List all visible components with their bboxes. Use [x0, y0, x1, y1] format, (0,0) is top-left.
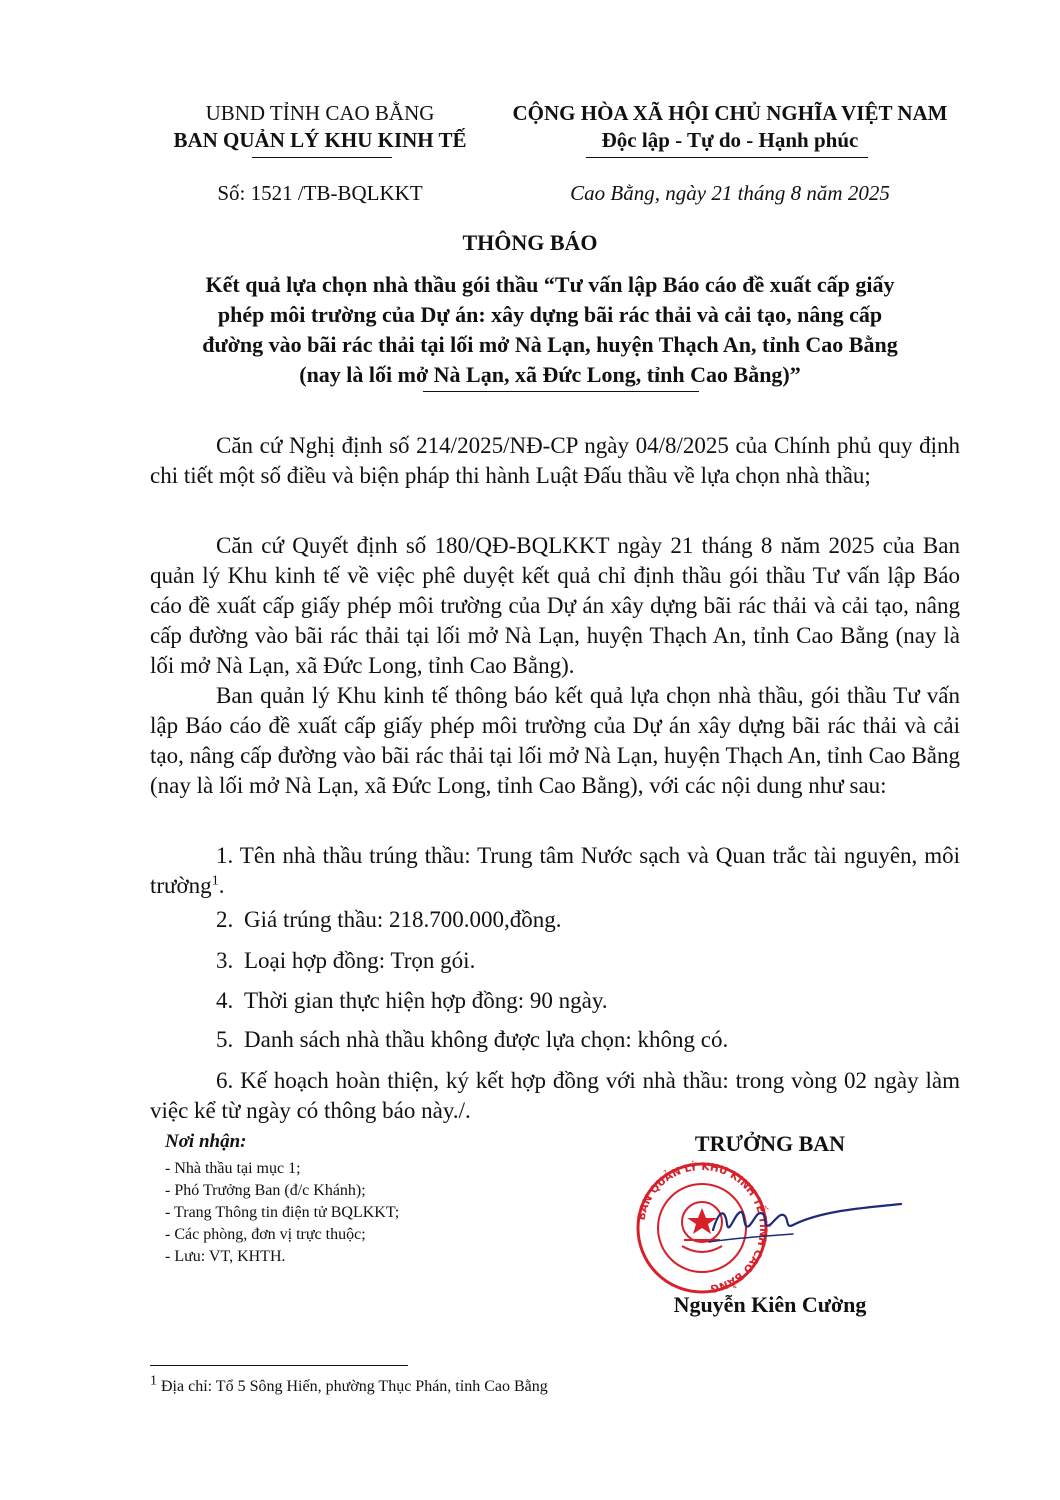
- recipient-item: - Phó Trưởng Ban (đ/c Khánh);: [165, 1182, 366, 1199]
- footnote-ref: 1: [211, 873, 219, 889]
- recipients-title: Nơi nhận:: [165, 1131, 247, 1152]
- nation-motto: Độc lập - Tự do - Hạnh phúc: [601, 128, 859, 152]
- issuer-underline: [252, 157, 392, 158]
- footnote-text: Địa chỉ: Tổ 5 Sông Hiến, phường Thục Phán, tỉnh Cao Bằng: [157, 1378, 548, 1395]
- recipient-item: - Nhà thầu tại mục 1;: [165, 1160, 301, 1177]
- issuer-block: [150, 100, 490, 154]
- item-4-text: Thời gian thực hiện hợp đồng: 90 ngày.: [244, 988, 608, 1013]
- item-6: 6. Kế hoạch hoàn thiện, ký kết hợp đồng với nhà thầu: trong vòng 02 ngày làm việc kể từ ngày có thông báo này./.: [150, 1068, 960, 1123]
- item-1: [150, 841, 960, 901]
- recipients-list: [165, 1158, 399, 1268]
- nation-block: [500, 100, 960, 154]
- document-subtitle: [140, 270, 960, 390]
- footnote: [150, 1373, 548, 1396]
- subtitle-line: phép môi trường của Dự án: xây dựng bãi rác thải và cải tạo, nâng cấp: [217, 302, 883, 327]
- footnote-separator: [150, 1365, 408, 1366]
- item-5: [216, 1025, 1026, 1055]
- subtitle-line: (nay là lối mở Nà Lạn, xã Đức Long, tỉnh Cao Bằng)”: [299, 362, 801, 387]
- subtitle-underline: [423, 391, 699, 392]
- subtitle-line: Kết quả lựa chọn nhà thầu gói thầu “Tư vấn lập Báo cáo đề xuất cấp giấy: [205, 272, 895, 297]
- item-4: [216, 986, 1026, 1016]
- document-title: THÔNG BÁO: [462, 230, 598, 255]
- footnote-number: 1: [150, 1373, 157, 1389]
- item-3-number: 3.: [216, 948, 234, 973]
- item-2: [216, 905, 1026, 935]
- recipient-item: - Các phòng, đơn vị trực thuộc;: [165, 1226, 366, 1243]
- document-number: Số: 1521 /TB-BQLKKT: [217, 181, 423, 205]
- paragraph-announcement: Ban quản lý Khu kinh tế thông báo kết quả lựa chọn nhà thầu, gói thầu Tư vấn lập Báo cáo đề xuất cấp giấy phép môi trường của Dự án xây dựng bãi rác thải và cải tạo, nâng cấp đường vào bãi rác thải tại lối mở Nà Lạn, huyện Thạch An, tỉnh Cao Bằng (nay là lối mở Nà Lạn, xã Đức Long, tỉnh Cao Bằng), với các nội dung như sau:: [150, 683, 960, 798]
- item-1-end: .: [218, 873, 225, 898]
- signer-position: TRƯỞNG BAN: [694, 1131, 846, 1156]
- item-3: [216, 946, 1026, 976]
- issuer-province: UBND TỈNH CAO BẰNG: [205, 101, 435, 125]
- paragraph-legal-basis-1: Căn cứ Nghị định số 214/2025/NĐ-CP ngày 04/8/2025 của Chính phủ quy định chi tiết một số điều và biện pháp thi hành Luật Đấu thầu về lựa chọn nhà thầu;: [150, 433, 960, 488]
- signer-name: Nguyễn Kiên Cường: [673, 1292, 867, 1317]
- item-5-text: Danh sách nhà thầu không được lựa chọn: không có.: [244, 1027, 729, 1052]
- item-2-text: Giá trúng thầu: 218.700.000,đồng.: [244, 907, 562, 932]
- issuer-agency: BAN QUẢN LÝ KHU KINH TẾ: [173, 128, 467, 152]
- item-1-text: 1. Tên nhà thầu trúng thầu: Trung tâm Nước sạch và Quan trắc tài nguyên, môi trường: [150, 843, 960, 898]
- subtitle-line: đường vào bãi rác thải tại lối mở Nà Lạn, huyện Thạch An, tỉnh Cao Bằng: [202, 332, 898, 357]
- handwritten-signature: [705, 1190, 905, 1250]
- nation-name: CỘNG HÒA XÃ HỘI CHỦ NGHĨA VIỆT NAM: [512, 101, 948, 125]
- item-3-text: Loại hợp đồng: Trọn gói.: [244, 948, 476, 973]
- item-5-number: 5.: [216, 1027, 234, 1052]
- motto-underline: [586, 157, 868, 158]
- item-4-number: 4.: [216, 988, 234, 1013]
- paragraph-legal-basis-2: Căn cứ Quyết định số 180/QĐ-BQLKKT ngày 21 tháng 8 năm 2025 của Ban quản lý Khu kinh tế về việc phê duyệt kết quả chỉ định thầu gói thầu Tư vấn lập Báo cáo đề xuất cấp giấy phép môi trường của Dự án xây dựng bãi rác thải và cải tạo, nâng cấp đường vào bãi rác thải tại lối mở Nà Lạn, huyện Thạch An, tỉnh Cao Bằng (nay là lối mở Nà Lạn, xã Đức Long, tỉnh Cao Bằng).: [150, 533, 960, 678]
- item-2-number: 2.: [216, 907, 234, 932]
- recipient-item: - Trang Thông tin điện tử BQLKKT;: [165, 1204, 400, 1221]
- stamp-text: BAN QUẢN LÝ KHU KINH TẾ TỈNH CAO BẰNG: [635, 1160, 770, 1294]
- place-date: Cao Bằng, ngày 21 tháng 8 năm 2025: [570, 181, 890, 205]
- recipient-item: - Lưu: VT, KHTH.: [165, 1248, 286, 1265]
